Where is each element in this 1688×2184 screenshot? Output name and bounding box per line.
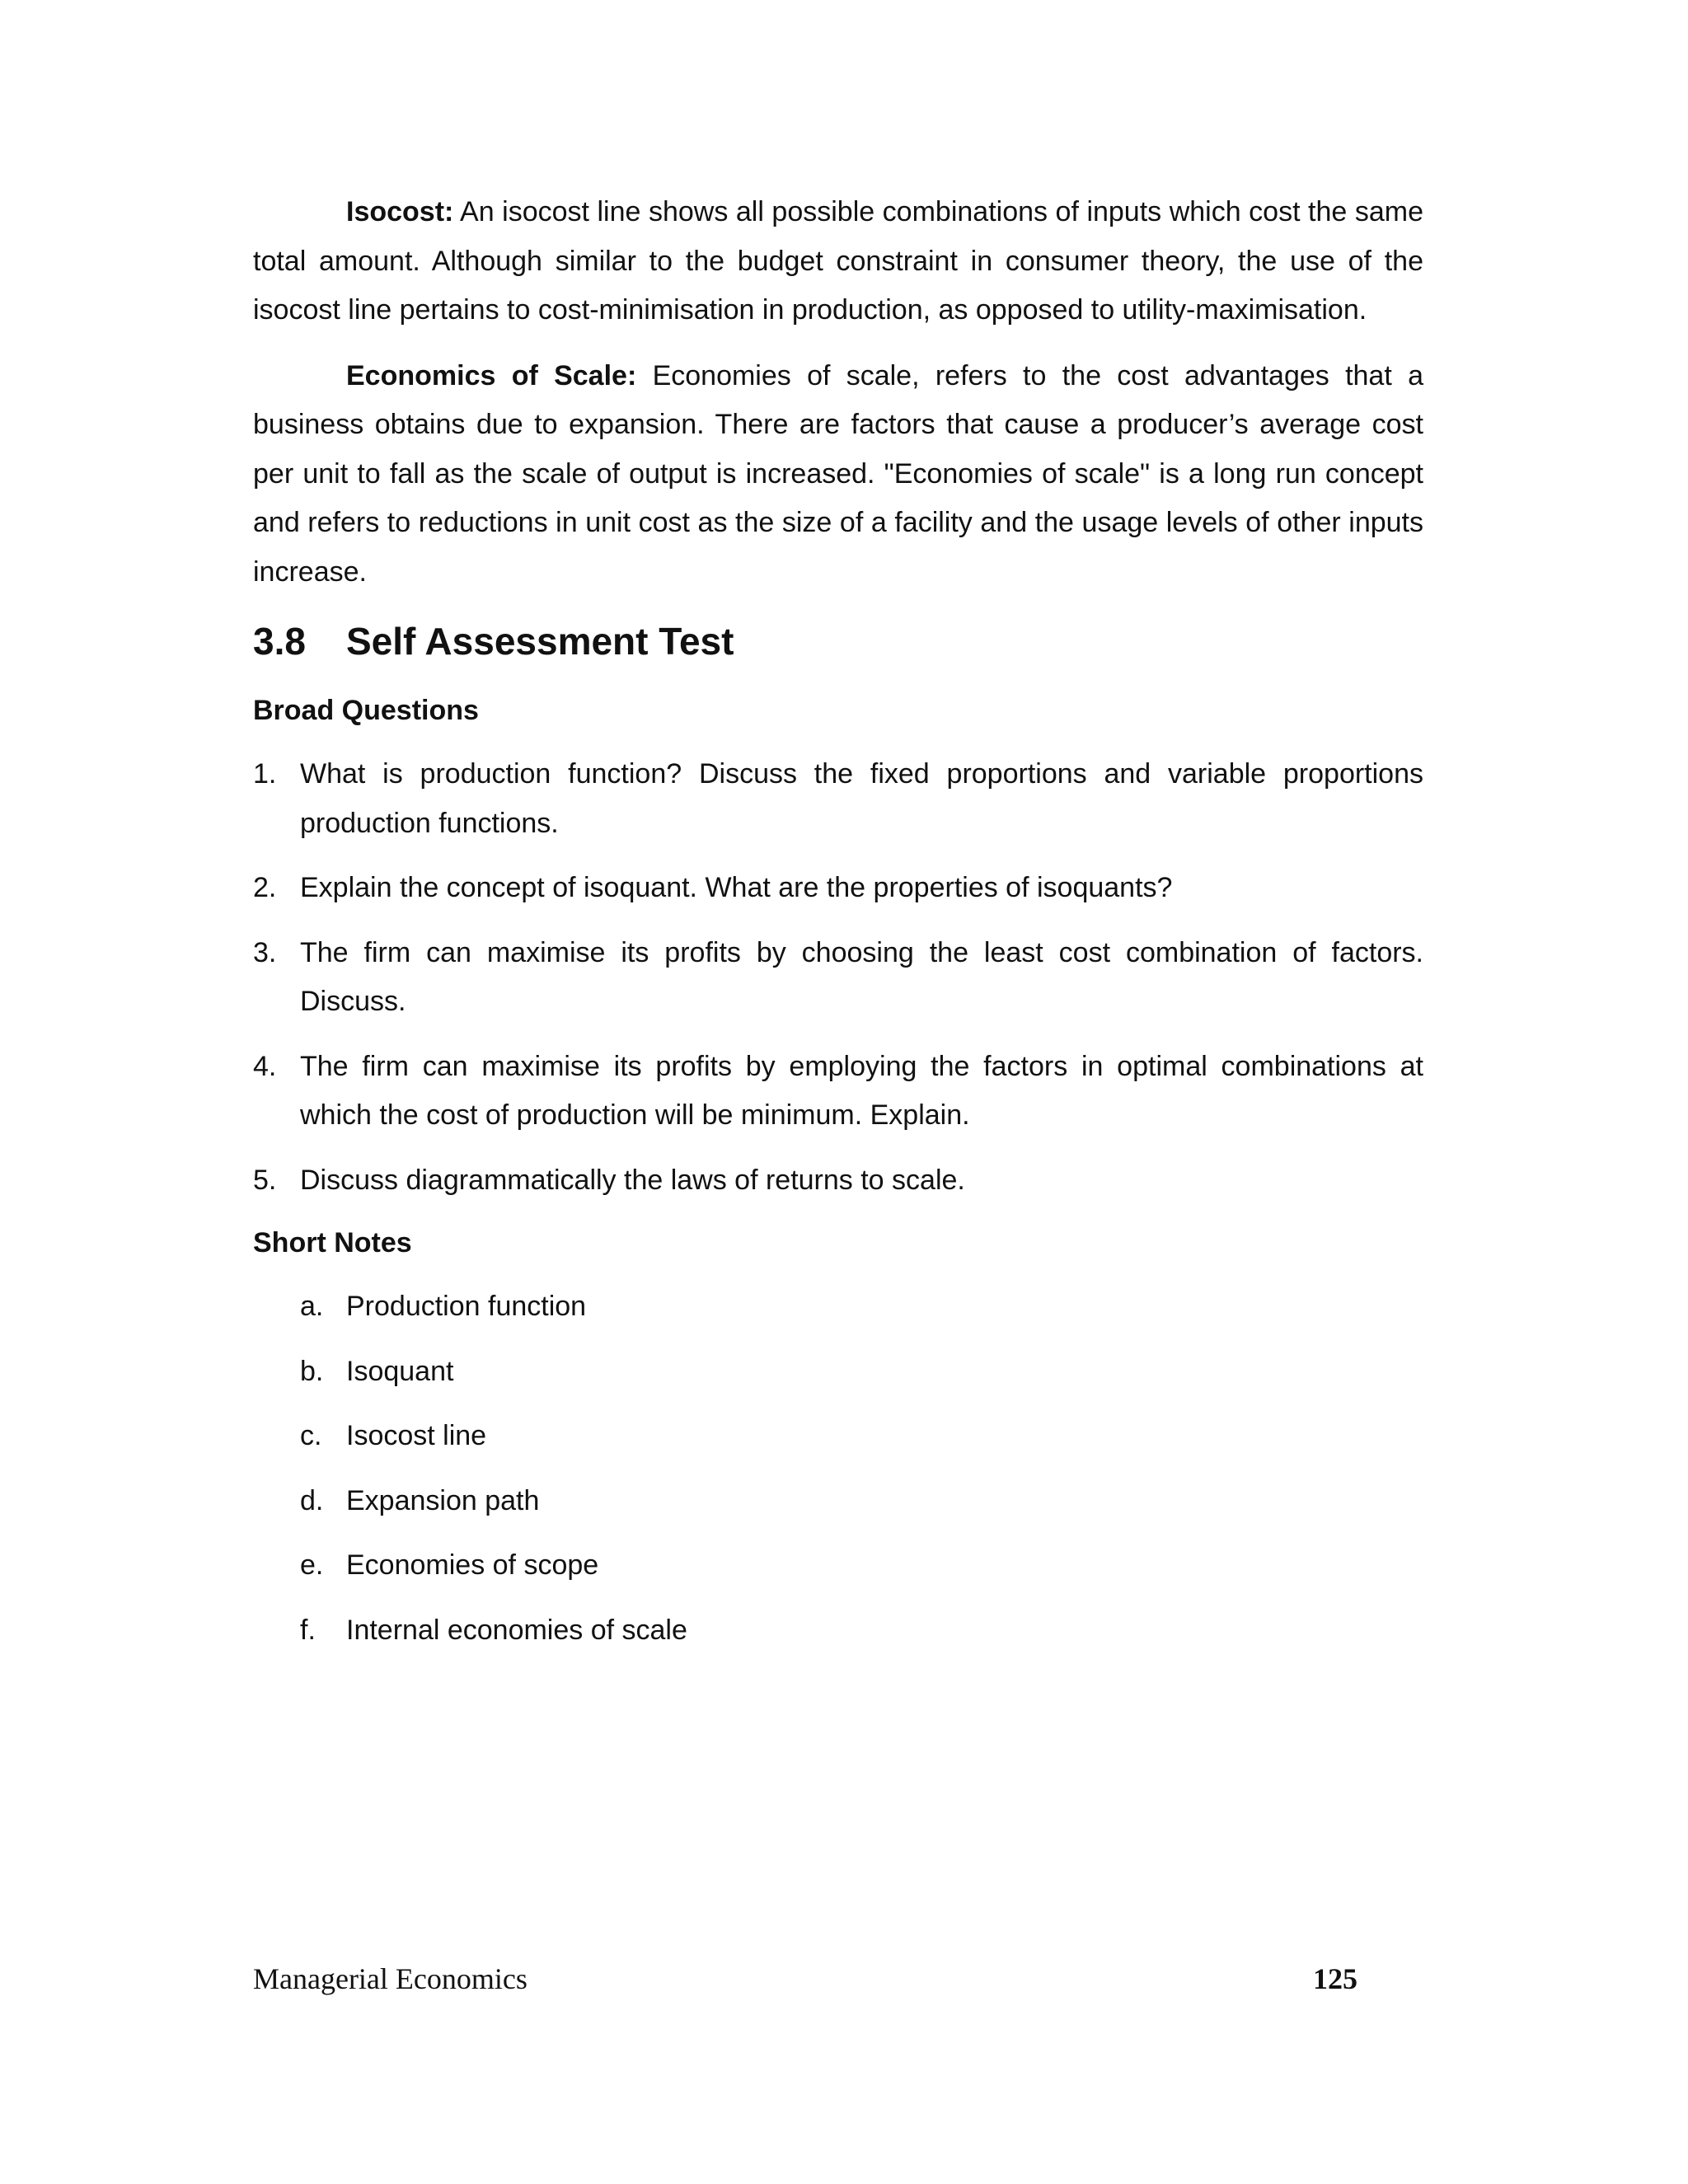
isocost-term: Isocost: — [346, 196, 454, 227]
list-item-text: What is production function? Discuss the fixed proportions and variable proportions production functions. — [300, 758, 1423, 839]
section-title: Self Assessment Test — [346, 620, 734, 663]
short-notes-list — [253, 1282, 1423, 1655]
list-item-marker: d. — [300, 1484, 324, 1516]
list-item-text: Expansion path — [346, 1484, 540, 1516]
list-item — [253, 750, 1423, 848]
section-number: 3.8 — [253, 620, 306, 663]
list-item — [300, 1412, 1423, 1461]
list-item-marker: a. — [300, 1291, 324, 1322]
footer-book-title: Managerial Economics — [253, 1962, 528, 1995]
isocost-definition: An isocost line shows all possible combinations of inputs which cost the same total amount. Although similar to the budget constraint in consumer theory, the use of the isocost line pertains to cost-minimisation in production, as opposed to utility-maximisation. — [253, 196, 1423, 326]
page-number: 125 — [1313, 1962, 1357, 1995]
list-item — [253, 1156, 1423, 1206]
list-item — [253, 929, 1423, 1027]
list-item-marker: 1. — [253, 758, 277, 790]
list-item-text: Isoquant — [346, 1355, 454, 1387]
page-content — [253, 188, 1423, 1671]
section-heading — [253, 618, 1423, 664]
list-item-text: Explain the concept of isoquant. What are the properties of isoquants? — [300, 872, 1173, 903]
list-item — [300, 1541, 1423, 1591]
list-item-text: Production function — [346, 1291, 587, 1322]
list-item-text: Isocost line — [346, 1420, 487, 1451]
economies-of-scale-paragraph — [253, 352, 1423, 598]
list-item — [253, 864, 1423, 913]
list-item — [300, 1347, 1423, 1397]
list-item — [300, 1282, 1423, 1332]
list-item-marker: b. — [300, 1355, 324, 1387]
list-item-text: Internal economies of scale — [346, 1614, 687, 1646]
broad-questions-heading: Broad Questions — [253, 695, 479, 726]
short-notes-heading: Short Notes — [253, 1227, 412, 1258]
list-item-marker: 4. — [253, 1050, 277, 1082]
list-item-text: The firm can maximise its profits by employing the factors in optimal combinations at which the cost of production will be minimum. Explain. — [300, 1050, 1423, 1131]
list-item-text: The firm can maximise its profits by choosing the least cost combination of factors. Discuss. — [300, 936, 1423, 1017]
list-item-marker: 3. — [253, 936, 277, 968]
economies-of-scale-definition: Economies of scale, refers to the cost advantages that a business obtains due to expansion. There are factors that cause a producer’s average cost per unit to fall as the scale of output is increased. "Economies of scale" is a long run concept and refers to reductions in unit cost as the size of a facility and the usage levels of other inputs increase. — [253, 359, 1423, 588]
list-item-marker: f. — [300, 1614, 316, 1646]
list-item — [300, 1477, 1423, 1526]
page-footer — [253, 1961, 1357, 1996]
list-item-text: Discuss diagrammatically the laws of returns to scale. — [300, 1164, 965, 1196]
list-item-marker: c. — [300, 1420, 322, 1451]
isocost-paragraph — [253, 188, 1423, 335]
list-item — [300, 1606, 1423, 1656]
list-item-text: Economies of scope — [346, 1549, 599, 1581]
list-item-marker: 5. — [253, 1164, 277, 1196]
list-item-marker: e. — [300, 1549, 324, 1581]
broad-questions-list — [253, 750, 1423, 1205]
list-item — [253, 1043, 1423, 1141]
list-item-marker: 2. — [253, 872, 277, 903]
economies-of-scale-term: Economics of Scale: — [346, 359, 637, 391]
